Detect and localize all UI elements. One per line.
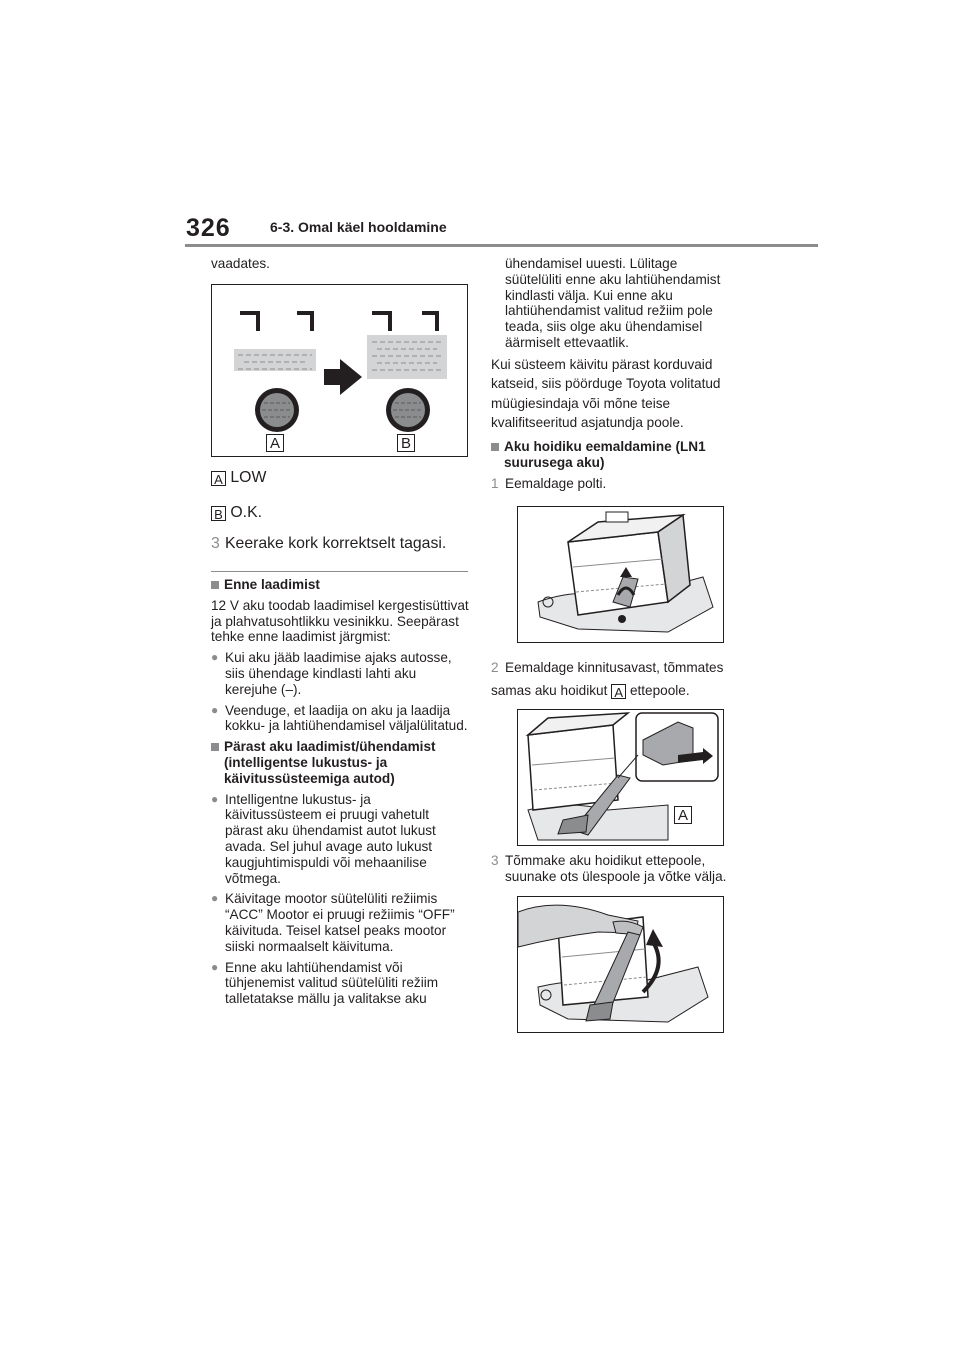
fluid-level-illustration xyxy=(212,285,467,456)
section-heading-after-charging: Pärast aku laadimist/ühendamist (intelligentse lukustus- ja käivitussüsteemiga autod) xyxy=(211,739,469,786)
section-heading-holder-removal: Aku hoidiku eemaldamine (LN1 suurusega aku) xyxy=(491,439,736,471)
battery-bolt-illustration xyxy=(518,507,723,642)
battery-bolt-figure xyxy=(517,506,724,643)
service-paragraph: Kui süsteem käivitu pärast korduvaid katseid, siis pöörduge Toyota volitatud müügiesindaja või mõne teise kvalifitseeritud asjatundja poole. xyxy=(491,356,721,431)
step-text: Keerake kork korrektselt tagasi. xyxy=(225,535,447,552)
legend-key-a: A xyxy=(211,471,226,486)
page-number: 326 xyxy=(186,214,231,242)
step-3 xyxy=(491,853,736,885)
legend-item-low xyxy=(211,468,469,487)
step-text: Eemaldage kinnitusavast, tõmmates samas aku hoidikut xyxy=(491,660,724,698)
bullet-item: ● Kui aku jääb laadimise ajaks autosse, siis ühendage kindlasti lahti aku kerejuhe (–). xyxy=(211,650,469,697)
step-number: 3 xyxy=(211,535,220,552)
continuation-text: ühendamisel uuesti. Lülitage süütelüliti enne aku lahtiühendamist kindlasti välja. Kui enne aku lahtiühendamist valitud režiim pole teada, siis olge aku ühendamisel äärmiselt ettevaatlik. xyxy=(505,256,721,350)
bullet-item: ● Veenduge, et laadija on aku ja laadija kokku- ja lahtiühendamisel väljalülitatud. xyxy=(211,703,469,735)
legend-text-ok: O.K. xyxy=(230,504,262,521)
section-divider xyxy=(211,571,468,572)
bullet-item: ● Enne aku lahtiühendamist või tühjenemist valitud süütelüliti režiim talletatakse mällu ja valitakse aku xyxy=(211,960,469,1007)
figure-label-a: A xyxy=(674,806,692,824)
charging-body: 12 V aku toodab laadimisel kergestisüttivat ja plahvatusohtlikku vesinikku. Seepärast tehke enne laadimist järgmist: xyxy=(211,597,469,645)
step-text-end: ettepoole. xyxy=(629,683,690,698)
step-number: 1 xyxy=(491,476,499,492)
step-text: Tõmmake aku hoidikut ettepoole, suunake ots ülespoole ja võtke välja. xyxy=(505,853,727,884)
figure-label-b: B xyxy=(397,434,415,452)
holder-removal-figure xyxy=(517,896,724,1033)
legend-item-ok xyxy=(211,503,469,522)
legend-key-b: B xyxy=(211,506,226,521)
fluid-level-figure xyxy=(211,284,468,457)
holder-removal-illustration xyxy=(518,897,723,1032)
section-heading-charging: Enne laadimist xyxy=(211,577,469,593)
step-1 xyxy=(491,476,736,492)
battery-holder-figure xyxy=(517,709,724,846)
step-number: 3 xyxy=(491,853,499,868)
battery-holder-illustration xyxy=(518,710,723,845)
step-number: 2 xyxy=(491,660,499,675)
figure-label-a: A xyxy=(266,434,284,452)
step-2 xyxy=(491,656,736,702)
step-3-close-cap xyxy=(211,534,469,553)
intro-text: vaadates. xyxy=(211,256,270,271)
legend-text-low: LOW xyxy=(230,469,267,486)
step-label-a: A xyxy=(611,684,626,699)
header-rule xyxy=(185,244,818,247)
step-text: Eemaldage polti. xyxy=(505,476,607,492)
bullet-item: ● Käivitage mootor süütelüliti režiimis “ACC” Mootor ei pruugi režiimis “OFF” käivituda. Teisel katsel peaks mootor siiski normaalselt käivituma. xyxy=(211,891,469,954)
section-title: 6-3. Omal käel hooldamine xyxy=(270,219,447,235)
bullet-item: ● Intelligentne lukustus- ja käivitussüsteem ei pruugi vahetult pärast aku ühendamist autot lukust avada. Sel juhul avage auto lukust kaugjuhtimispuldi või mehaanilise võtmega. xyxy=(211,792,469,887)
